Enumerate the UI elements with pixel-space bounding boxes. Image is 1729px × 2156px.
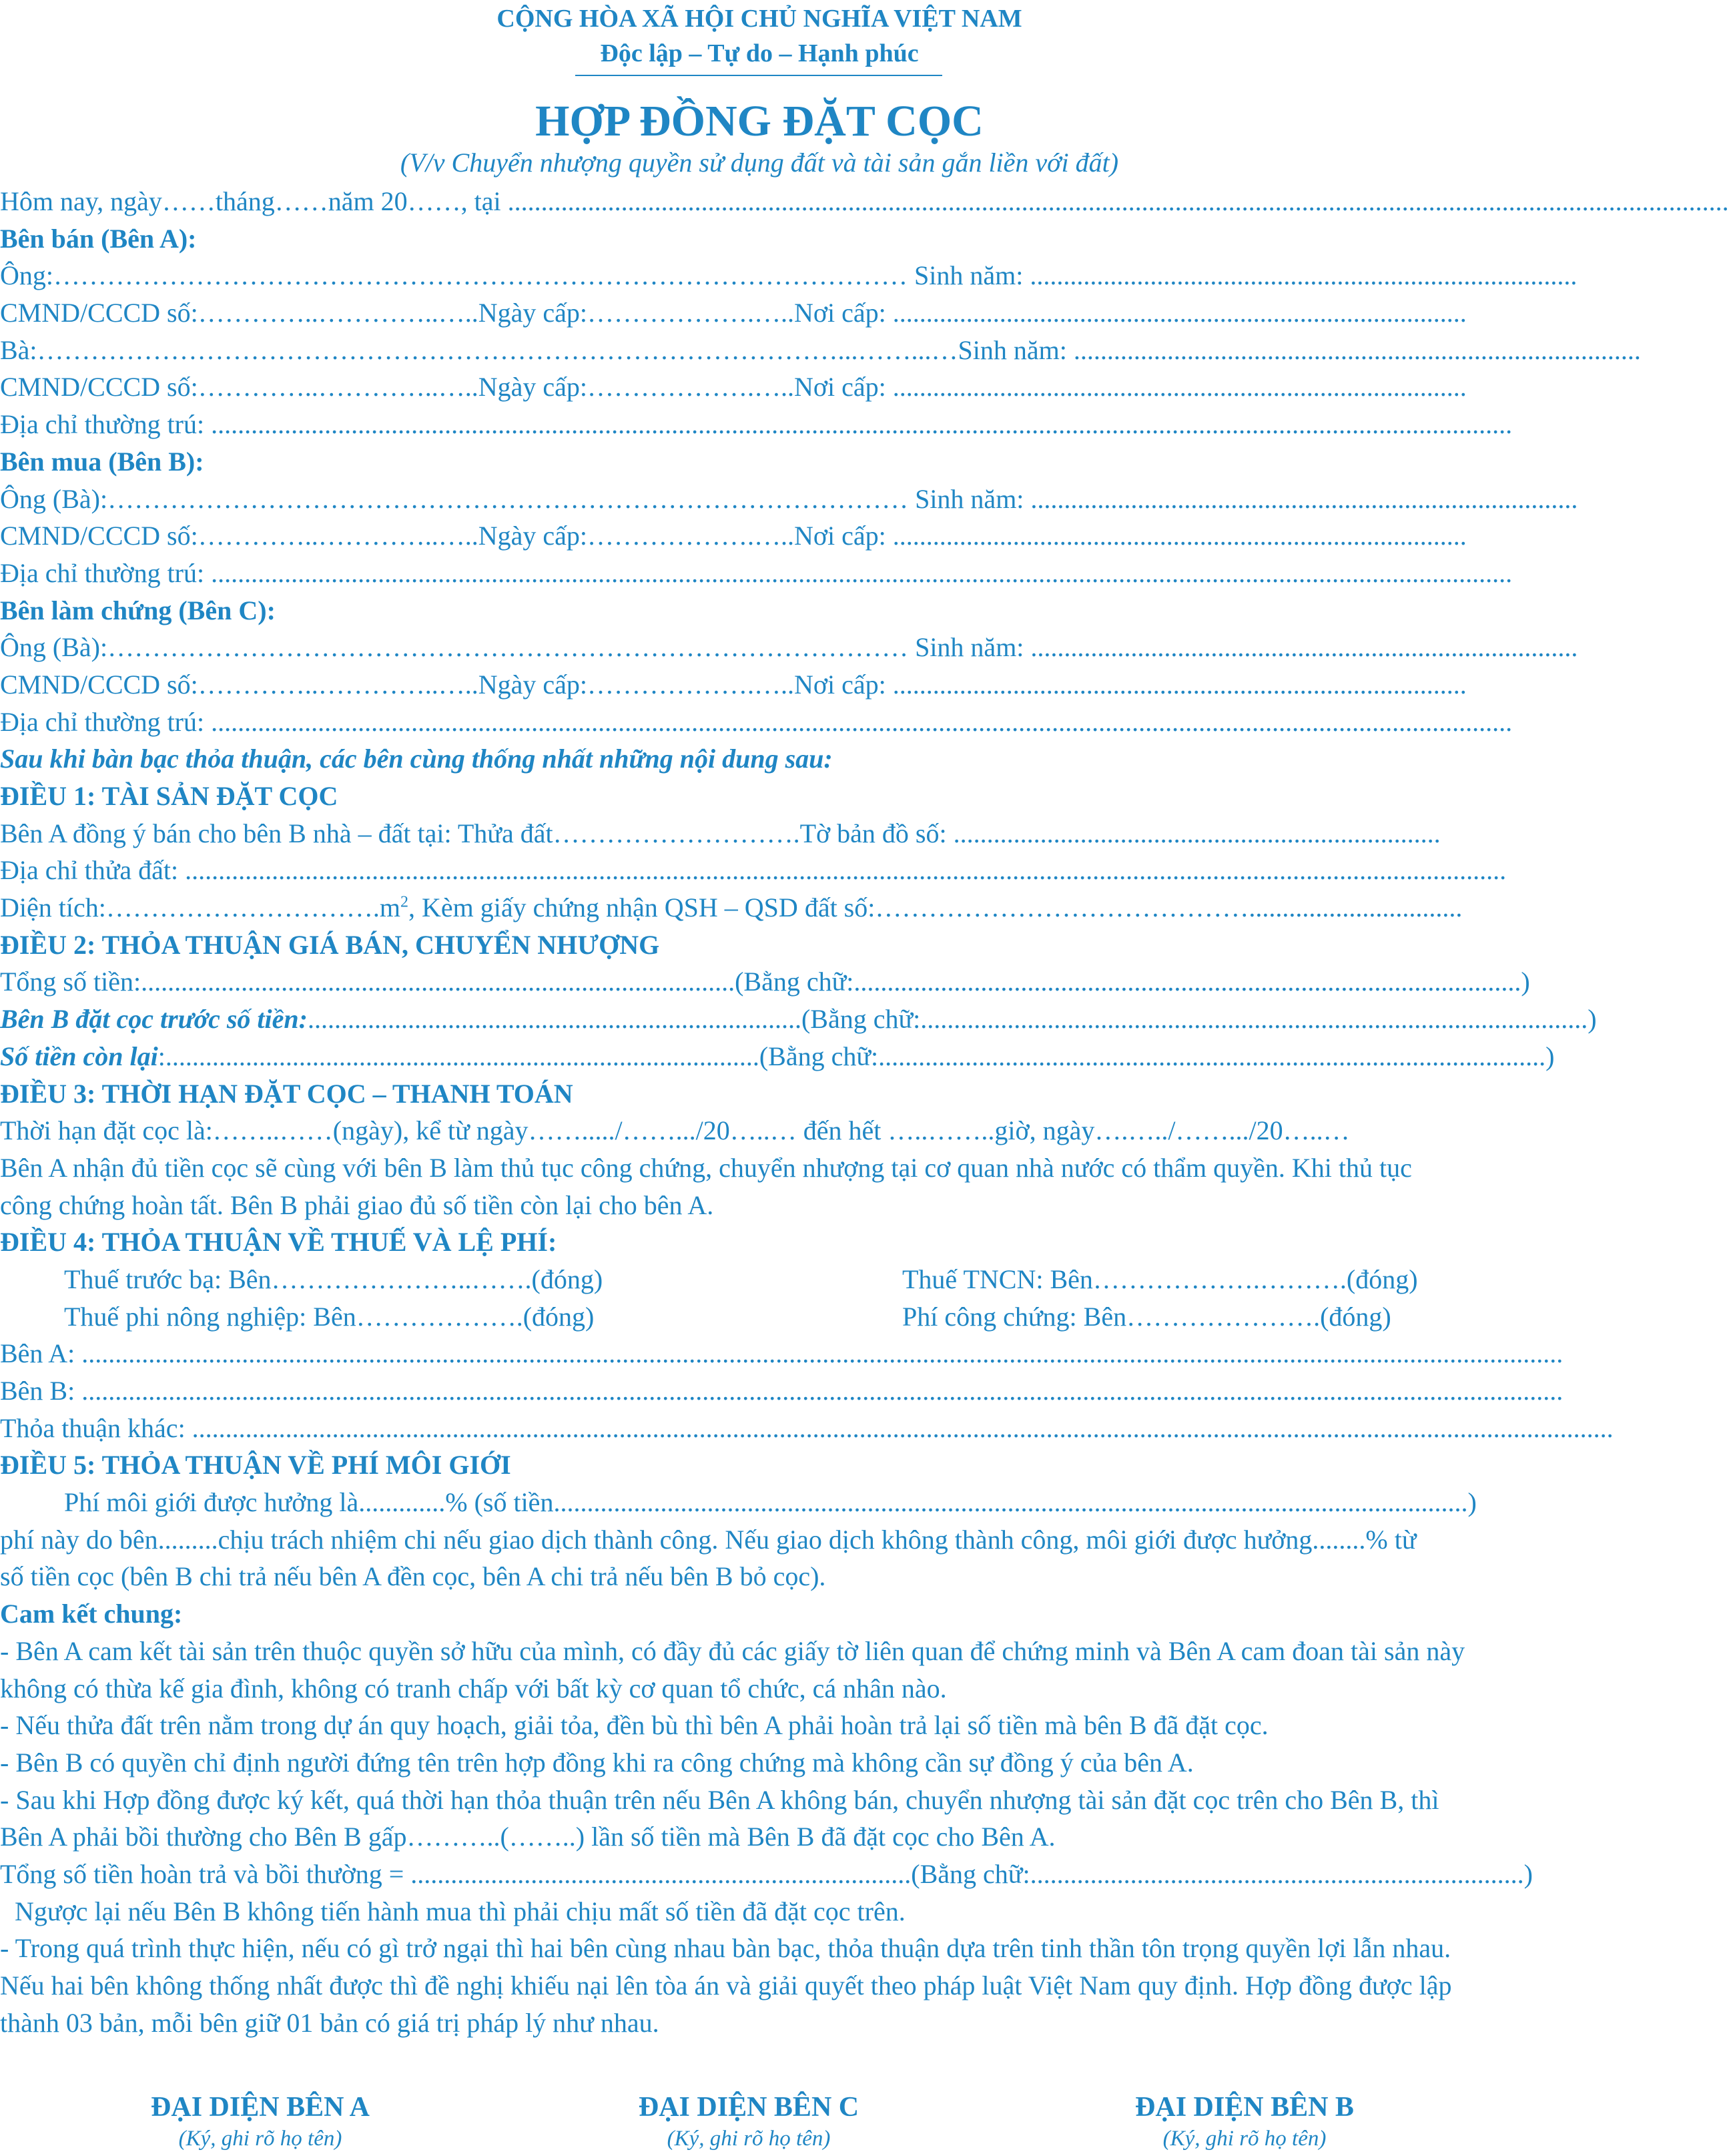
article-4-other-line: Thỏa thuận khác: ..................................................................................................................................................................................................................... [0,1412,1614,1443]
contract-body [0,183,1729,2041]
commitment-line-6: Bên A phải bồi thường cho Bên B gấp………..(……..) lần số tiền mà Bên B đã đặt cọc cho Bên A. [0,1822,1056,1852]
national-title: CỘNG HÒA XÃ HỘI CHỦ NGHĨA VIỆT NAM [496,5,1022,33]
agreement-intro: Sau khi bàn bạc thỏa thuận, các bên cùng thống nhất những nội dung sau: [0,744,833,774]
article-5-line-1: Phí môi giới được hưởng là.............% (số tiền.........................................................................................................................................) [64,1487,1477,1518]
party-a-id-line-2: CMND/CCCD số:…………..…………..…..Ngày cấp:……………….…..Nơi cấp: ...................................................................................... [0,372,1467,402]
article-5-line-3: số tiền cọc (bên B chi trả nếu bên A đền cọc, bên A chi trả nếu bên B bỏ cọc). [0,1561,826,1592]
land-use-tax: Thuế phi nông nghiệp: Bên……………….(đóng) [64,1301,595,1332]
signature-title-b: ĐẠI DIỆN BÊN B [1135,2092,1354,2123]
party-c-person-line: Ông (Bà):……………………………………………………………………………… Sinh năm: .................................................................................. [0,632,1578,663]
article-3-heading: ĐIỀU 3: THỜI HẠN ĐẶT CỌC – THANH TOÁN [0,1078,573,1109]
commitment-line-9: - Trong quá trình thực hiện, nếu có gì trở ngại thì hai bên cùng nhau bàn bạc, thỏa thuận dựa trên tinh thần tôn trọng quyền lợi lẫn nhau. [0,1933,1451,1964]
national-motto: Độc lập – Tự do – Hạnh phúc [600,39,919,67]
commitment-line-11: thành 03 bản, mỗi bên giữ 01 bản có giá trị pháp lý như nhau. [0,2007,659,2038]
remaining-label: Số tiền còn lại [0,1041,158,1071]
party-a-heading: Bên bán (Bên A): [0,223,197,254]
article-1-line-2: Địa chỉ thửa đất: ...................................................................................................................................................................................................... [0,855,1507,886]
deposit-fill: ..........................................................................(Bằng chữ:....................................................................................................) [307,1004,1597,1035]
signature-section [0,2091,1519,2156]
registration-tax: Thuế trước bạ: Bên…………………..…….(đóng) [64,1264,603,1294]
article-4-party-b-line: Bên B: .............................................................................................................................................................................................................................. [0,1376,1564,1406]
deposit-amount-line [0,1001,1597,1038]
party-b-heading: Bên mua (Bên B): [0,446,204,477]
remaining-amount-line [0,1038,1555,1075]
commitment-line-8: Ngược lại nếu Bên B không tiến hành mua thì phải chịu mất số tiền đã đặt cọc trên. [15,1896,906,1926]
article-3-line-1: Thời hạn đặt cọc là:……..……(ngày), kể từ ngày……...../…….../20…..… đến hết …..……..giờ, ngày….…../…….../20…..… [0,1115,1350,1146]
party-c-heading: Bên làm chứng (Bên C): [0,595,276,625]
party-c-address-line: Địa chỉ thường trú: ................................................................................................................................................................................................... [0,706,1513,737]
article-1-line-3 [0,889,1519,926]
commitment-line-2: không có thừa kế gia đình, không có tranh chấp với bất kỳ cơ quan tổ chức, cá nhân nào. [0,1673,947,1703]
party-a-id-line: CMND/CCCD số:…………..…………..…..Ngày cấp:……………….…..Nơi cấp: ...................................................................................... [0,298,1467,328]
signature-note-a: (Ký, ghi rõ họ tên) [178,2127,342,2151]
commitment-line-5: - Sau khi Hợp đồng được ký kết, quá thời hạn thỏa thuận trên nếu Bên A không bán, chuyển nhượng tài sản đặt cọc trên cho Bên B, thì [0,1784,1439,1815]
party-b-person-line: Ông (Bà):……………………………………………………………………………… Sinh năm: .................................................................................. [0,483,1578,514]
signature-block-c [515,2091,982,2153]
signature-title-a: ĐẠI DIỆN BÊN A [151,2092,370,2123]
certificate-text: , Kèm giấy chứng nhận QSH – QSD đất số:……………………………………................................ [408,892,1463,923]
document-title: HỢP ĐỒNG ĐẶT CỌC [535,97,984,146]
commitment-line-10: Nếu hai bên không thống nhất được thì đề nghị khiếu nại lên tòa án và giải quyết theo pháp luật Việt Nam quy định. Hợp đồng được lập [0,1970,1452,2000]
party-b-address-line: Địa chỉ thường trú: ................................................................................................................................................................................................... [0,557,1513,588]
signature-note-c: (Ký, ghi rõ họ tên) [667,2127,831,2151]
signature-title-c: ĐẠI DIỆN BÊN C [638,2092,859,2123]
intro-line: Hôm nay, ngày……tháng……năm 20……, tại ....................................................................................................................................................................................... [0,186,1729,216]
tax-row-2 [0,1298,1519,1336]
commitment-line-7: Tổng số tiền hoàn trả và bồi thường = ...........................................................................(Bằng chữ:..........................................................................) [0,1858,1533,1889]
party-a-address-line: Địa chỉ thường trú: ................................................................................................................................................................................................... [0,409,1513,440]
commitment-line-1: - Bên A cam kết tài sản trên thuộc quyền sở hữu của mình, có đầy đủ các giấy tờ liên quan để chứng minh và Bên A cam đoan tài sản này [0,1635,1465,1666]
income-tax: Thuế TNCN: Bên……………….……….(đóng) [902,1264,1418,1294]
article-5-line-2: phí này do bên.........chịu trách nhiệm chi nếu giao dịch thành công. Nếu giao dịch không thành công, môi giới được hưởng........% từ [0,1524,1417,1555]
signature-block-b [1011,2091,1478,2153]
signature-block-a [27,2091,494,2153]
article-2-heading: ĐIỀU 2: THỎA THUẬN GIÁ BÁN, CHUYỂN NHƯỢNG [0,929,660,960]
article-1-line-1: Bên A đồng ý bán cho bên B nhà – đất tại: Thửa đất……………………….Tờ bản đồ số: ......................................................................... [0,818,1441,848]
article-4-heading: ĐIỀU 4: THỎA THUẬN VỀ THUẾ VÀ LỆ PHÍ: [0,1227,557,1258]
area-unit-superscript: 2 [400,893,408,911]
area-text: Diện tích:………………………….m [0,892,400,923]
article-3-line-3: công chứng hoàn tất. Bên B phải giao đủ số tiền còn lại cho bên A. [0,1189,714,1220]
party-a-ong-line: Ông:…………………………………………………………………………………… Sinh năm: .................................................................................. [0,260,1578,291]
article-4-party-a-line: Bên A: .............................................................................................................................................................................................................................. [0,1338,1564,1369]
document-subtitle: (V/v Chuyển nhượng quyền sử dụng đất và tài sản gắn liền với đất) [400,148,1119,178]
party-c-id-line: CMND/CCCD số:…………..…………..…..Ngày cấp:……………….…..Nơi cấp: ...................................................................................... [0,669,1467,700]
commitment-line-3: - Nếu thửa đất trên nằm trong dự án quy hoạch, giải tỏa, đền bù thì bên A phải hoàn trả lại số tiền mà bên B đã đặt cọc. [0,1710,1269,1741]
remaining-fill: :.........................................................................................(Bằng chữ:....................................................................................................) [157,1041,1555,1071]
notary-fee: Phí công chứng: Bên………………….(đóng) [902,1301,1391,1332]
article-3-line-2: Bên A nhận đủ tiền cọc sẽ cùng với bên B làm thủ tục công chứng, chuyển nhượng tại cơ quan nhà nước có thẩm quyền. Khi thủ tục [0,1152,1412,1183]
party-a-ba-line: Bà:………………………………………………………………………………...……...…Sinh năm: ..................................................................................... [0,334,1641,365]
signature-note-b: (Ký, ghi rõ họ tên) [1162,2127,1327,2151]
motto-underline [575,75,942,76]
deposit-label: Bên B đặt cọc trước số tiền: [0,1004,308,1035]
commitments-heading: Cam kết chung: [0,1599,183,1629]
article-1-heading: ĐIỀU 1: TÀI SẢN ĐẶT CỌC [0,781,338,811]
party-b-id-line: CMND/CCCD số:…………..…………..…..Ngày cấp:……………….…..Nơi cấp: ...................................................................................... [0,521,1467,551]
commitment-line-4: - Bên B có quyền chỉ định người đứng tên trên hợp đồng khi ra công chứng mà không cần sự đồng ý của bên A. [0,1747,1194,1778]
article-5-heading: ĐIỀU 5: THỎA THUẬN VỀ PHÍ MÔI GIỚI [0,1450,511,1480]
total-amount-line: Tổng số tiền:.........................................................................................(Bằng chữ:....................................................................................................) [0,967,1530,997]
tax-row-1 [0,1261,1519,1298]
